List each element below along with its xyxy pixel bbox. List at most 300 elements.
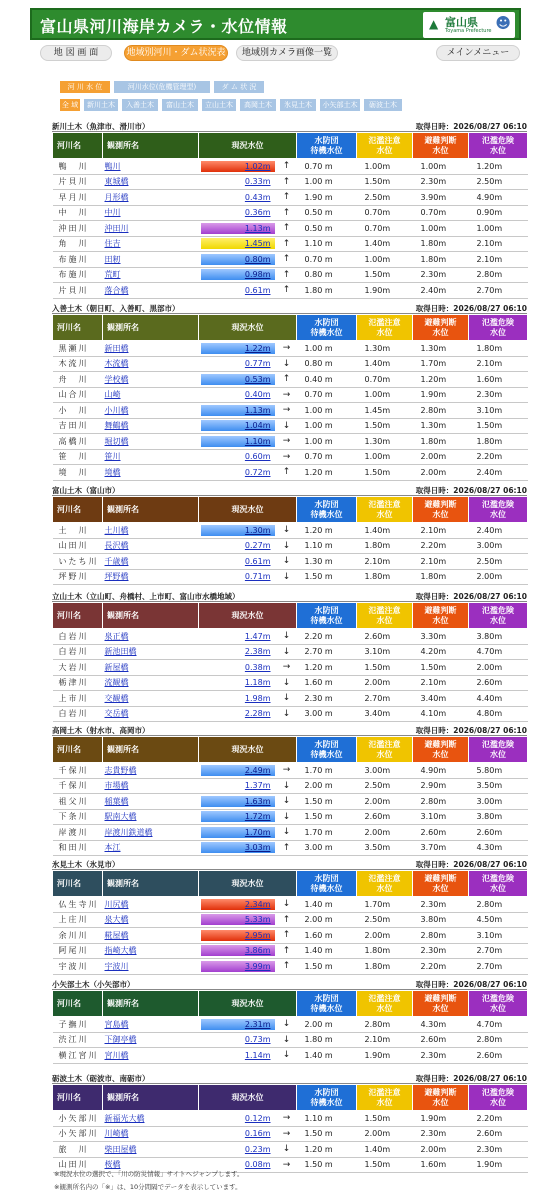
column-header-4: 氾濫注意 水位 xyxy=(357,737,413,763)
standby-level: 1.70 m xyxy=(297,825,357,841)
station-cell xyxy=(103,778,199,794)
table-row xyxy=(53,205,528,221)
danger-level: 1.80m xyxy=(469,434,528,450)
station-link[interactable]: 桜橋 xyxy=(104,1160,121,1170)
danger-level: 4.50m xyxy=(469,912,528,928)
water-level-value[interactable]: 0.53m xyxy=(201,374,275,385)
river-name: 栃津川 xyxy=(53,675,103,691)
section-header xyxy=(52,1072,527,1084)
table-row xyxy=(53,372,528,388)
caution-level: 0.70m xyxy=(357,221,413,237)
station-link[interactable]: 川崎橋 xyxy=(104,1129,129,1139)
water-level-value[interactable]: 0.77m xyxy=(201,358,275,369)
caution-level: 0.70m xyxy=(357,205,413,221)
evacuation-level: 1.70m xyxy=(413,356,469,372)
caution-level: 1.40m xyxy=(357,1142,413,1158)
evacuation-level: 4.30m xyxy=(413,1017,469,1033)
water-level-value[interactable]: 2.31m xyxy=(201,1019,275,1030)
standby-level: 1.50 m xyxy=(297,1157,357,1173)
station-cell xyxy=(103,1048,199,1064)
station-link[interactable]: 新屋橋 xyxy=(104,662,129,672)
station-link[interactable]: 岸渡川鉄道橋 xyxy=(104,827,153,837)
water-level-value[interactable]: 0.40m xyxy=(201,389,275,400)
section-3 xyxy=(52,590,527,722)
trend-arrow-icon: ↓ xyxy=(277,1142,297,1158)
regional-camera-list-button[interactable]: 地域別カメラ画像一覧 xyxy=(236,45,338,61)
station-link[interactable]: 東城橋 xyxy=(104,177,129,187)
station-link[interactable]: 新福光大橋 xyxy=(104,1113,145,1123)
river-name: 山合川 xyxy=(53,387,103,403)
standby-level: 2.20 m xyxy=(297,629,357,645)
water-level-value[interactable]: 0.72m xyxy=(201,467,275,478)
mode-dam-status[interactable]: ダ ム 状 況 xyxy=(214,81,264,93)
trend-arrow-icon: ↑ xyxy=(277,221,297,237)
station-link[interactable]: 長沢橋 xyxy=(104,541,129,551)
column-header-1: 観測所名 xyxy=(103,737,199,763)
station-cell xyxy=(103,897,199,913)
river-name: 小矢部川 xyxy=(53,1126,103,1142)
water-level-value[interactable]: 1.98m xyxy=(201,693,275,704)
river-name: 山田川 xyxy=(53,538,103,554)
river-name: 小 川 xyxy=(53,403,103,419)
river-name: 舟 川 xyxy=(53,372,103,388)
water-level-cell xyxy=(199,356,277,372)
station-cell xyxy=(103,523,199,539)
danger-level: 2.10m xyxy=(469,236,528,252)
evacuation-level: 2.00m xyxy=(413,449,469,465)
caution-level: 2.00m xyxy=(357,928,413,944)
column-header-5: 避難判断 水位 xyxy=(413,1085,469,1111)
column-header-6: 氾濫危険 水位 xyxy=(469,1085,528,1111)
river-name: 千保川 xyxy=(53,763,103,779)
station-cell xyxy=(103,387,199,403)
table-row xyxy=(53,778,528,794)
area-tab-6[interactable]: 氷見土木 xyxy=(280,99,316,111)
standby-level: 1.50 m xyxy=(297,959,357,975)
water-level-value[interactable]: 1.02m xyxy=(201,161,275,172)
station-link[interactable]: 交観橋 xyxy=(104,693,129,703)
regional-status-table-button[interactable]: 地域別河川・ダム状況表 xyxy=(124,45,228,61)
water-level-cell xyxy=(199,928,277,944)
station-link[interactable]: 新池田橋 xyxy=(104,647,137,657)
station-link[interactable]: 市場橋 xyxy=(104,781,129,791)
water-level-value[interactable]: 0.12m xyxy=(201,1113,275,1124)
mountain-icon: ▲ xyxy=(429,17,439,31)
station-link[interactable]: 月形橋 xyxy=(104,192,129,202)
station-link[interactable]: 境橋 xyxy=(104,467,121,477)
station-link[interactable]: 沖田川 xyxy=(104,223,129,233)
area-tab-8[interactable]: 砺波土木 xyxy=(364,99,402,111)
section-title: 氷見土木（氷見市） xyxy=(52,860,120,869)
water-level-value[interactable]: 0.71m xyxy=(201,571,275,582)
caution-level: 1.30m xyxy=(357,341,413,357)
water-level-value[interactable]: 1.45m xyxy=(201,238,275,249)
water-level-value[interactable]: 1.13m xyxy=(201,405,275,416)
standby-level: 1.40 m xyxy=(297,897,357,913)
danger-level: 4.40m xyxy=(469,691,528,707)
water-level-cell xyxy=(199,465,277,481)
table-header-row xyxy=(53,603,528,629)
station-cell xyxy=(103,267,199,283)
area-tab-5[interactable]: 高岡土木 xyxy=(240,99,276,111)
table-row xyxy=(53,794,528,810)
water-level-value[interactable]: 3.03m xyxy=(201,842,275,853)
table-row xyxy=(53,928,528,944)
station-link[interactable]: 山崎 xyxy=(104,390,121,400)
water-level-value[interactable]: 2.28m xyxy=(201,708,275,719)
river-name: 鴨 川 xyxy=(53,159,103,175)
water-level-value[interactable]: 0.23m xyxy=(201,1144,275,1155)
danger-level: 2.00m xyxy=(469,569,528,585)
caution-level: 1.80m xyxy=(357,959,413,975)
standby-level: 0.70 m xyxy=(297,387,357,403)
water-level-value[interactable]: 1.72m xyxy=(201,811,275,822)
water-level-cell xyxy=(199,629,277,645)
area-tab-4[interactable]: 立山土木 xyxy=(202,99,236,111)
station-cell xyxy=(103,236,199,252)
water-level-cell xyxy=(199,675,277,691)
river-name: 布施川 xyxy=(53,267,103,283)
danger-level: 4.80m xyxy=(469,706,528,722)
table-row xyxy=(53,449,528,465)
table-header-row xyxy=(53,991,528,1017)
station-link[interactable]: 千歳橋 xyxy=(104,556,129,566)
main-menu-button[interactable]: メインメニュー xyxy=(436,45,520,61)
water-level-value[interactable]: 1.10m xyxy=(201,436,275,447)
water-level-value[interactable]: 0.33m xyxy=(201,176,275,187)
trend-arrow-icon: ↓ xyxy=(277,418,297,434)
water-level-value[interactable]: 0.36m xyxy=(201,207,275,218)
water-level-value[interactable]: 3.99m xyxy=(201,961,275,972)
evacuation-level: 1.20m xyxy=(413,372,469,388)
station-link[interactable]: 鴨川 xyxy=(104,161,121,171)
station-link[interactable]: 宇波川 xyxy=(104,961,129,971)
water-level-value[interactable]: 0.61m xyxy=(201,285,275,296)
water-level-value[interactable]: 0.60m xyxy=(201,451,275,462)
table-row xyxy=(53,356,528,372)
toyama-logo[interactable] xyxy=(423,12,515,38)
standby-level: 3.00 m xyxy=(297,840,357,856)
station-link[interactable]: 荒町 xyxy=(104,270,121,280)
trend-arrow-icon: → xyxy=(277,434,297,450)
station-link[interactable]: 稲葉橋 xyxy=(104,796,129,806)
column-header-2: 現況水位 xyxy=(199,315,297,341)
table-row xyxy=(53,267,528,283)
caution-level: 1.00m xyxy=(357,252,413,268)
column-header-2: 現況水位 xyxy=(199,497,297,523)
table-row xyxy=(53,538,528,554)
station-link[interactable]: 住吉 xyxy=(104,239,121,249)
column-header-1: 観測所名 xyxy=(103,603,199,629)
station-cell xyxy=(103,928,199,944)
station-link[interactable]: 本江 xyxy=(104,843,121,853)
station-link[interactable]: 宮川橋 xyxy=(104,1050,129,1060)
river-name: 境 川 xyxy=(53,465,103,481)
caution-level: 2.50m xyxy=(357,778,413,794)
station-link[interactable]: 土川橋 xyxy=(104,525,129,535)
water-level-value[interactable]: 1.37m xyxy=(201,780,275,791)
water-level-cell xyxy=(199,1126,277,1142)
evacuation-level: 1.30m xyxy=(413,341,469,357)
water-level-value[interactable]: 1.47m xyxy=(201,631,275,642)
station-link[interactable]: 糀屋橋 xyxy=(104,930,129,940)
station-cell xyxy=(103,1111,199,1127)
water-level-value[interactable]: 1.22m xyxy=(201,343,275,354)
column-header-6: 氾濫危険 水位 xyxy=(469,991,528,1017)
table-row xyxy=(53,644,528,660)
water-level-value[interactable]: 0.73m xyxy=(201,1034,275,1045)
station-cell xyxy=(103,356,199,372)
water-level-value[interactable]: 1.70m xyxy=(201,827,275,838)
column-header-3: 水防団 待機水位 xyxy=(297,497,357,523)
standby-level: 1.70 m xyxy=(297,763,357,779)
table-row xyxy=(53,252,528,268)
area-tab-3[interactable]: 富山土木 xyxy=(162,99,198,111)
area-tab-7[interactable]: 小矢部土木 xyxy=(320,99,360,111)
station-link[interactable]: 小川橋 xyxy=(104,405,129,415)
water-level-cell xyxy=(199,174,277,190)
station-link[interactable]: 坪野橋 xyxy=(104,572,129,582)
evacuation-level: 2.30m xyxy=(413,174,469,190)
status-table xyxy=(52,870,528,975)
river-name: 山田川 xyxy=(53,1157,103,1173)
section-6 xyxy=(52,978,527,1064)
standby-level: 0.50 m xyxy=(297,205,357,221)
standby-level: 1.40 m xyxy=(297,943,357,959)
station-cell xyxy=(103,1017,199,1033)
station-cell xyxy=(103,959,199,975)
river-name: 余川川 xyxy=(53,928,103,944)
river-name: 白岩川 xyxy=(53,644,103,660)
river-name: 阿尾川 xyxy=(53,943,103,959)
trend-arrow-icon: ↑ xyxy=(277,959,297,975)
danger-level: 1.60m xyxy=(469,372,528,388)
evacuation-level: 3.10m xyxy=(413,809,469,825)
water-level-value[interactable]: 0.61m xyxy=(201,556,275,567)
danger-level: 3.80m xyxy=(469,809,528,825)
river-name: 子撫川 xyxy=(53,1017,103,1033)
table-row xyxy=(53,418,528,434)
station-link[interactable]: 新田橋 xyxy=(104,343,129,353)
trend-arrow-icon: ↑ xyxy=(277,465,297,481)
evacuation-level: 2.20m xyxy=(413,538,469,554)
water-level-cell xyxy=(199,897,277,913)
station-link[interactable]: 柴田屋橋 xyxy=(104,1144,137,1154)
water-level-cell xyxy=(199,418,277,434)
table-row xyxy=(53,221,528,237)
station-link[interactable]: 下御亭橋 xyxy=(104,1035,137,1045)
status-table xyxy=(52,1084,528,1173)
water-level-value[interactable]: 0.80m xyxy=(201,254,275,265)
station-cell xyxy=(103,1032,199,1048)
area-tab-1[interactable]: 新川土木 xyxy=(84,99,118,111)
danger-level: 2.80m xyxy=(469,267,528,283)
caution-level: 1.00m xyxy=(357,449,413,465)
logo-name: 富山県 xyxy=(445,16,478,29)
station-cell xyxy=(103,794,199,810)
water-level-value[interactable]: 1.30m xyxy=(201,525,275,536)
table-row xyxy=(53,159,528,175)
section-timestamp: 取得日時：2026/08/27 06:10 xyxy=(415,592,527,601)
site-title: 富山県河川海岸カメラ・水位情報 xyxy=(40,17,288,36)
water-level-value[interactable]: 0.38m xyxy=(201,662,275,673)
water-level-cell xyxy=(199,943,277,959)
column-header-4: 氾濫注意 水位 xyxy=(357,991,413,1017)
station-cell xyxy=(103,372,199,388)
mode-crisis-level[interactable]: 河川水位(危機管理型) xyxy=(114,81,210,93)
water-level-value[interactable]: 3.86m xyxy=(201,945,275,956)
column-header-2: 現況水位 xyxy=(199,133,297,159)
station-link[interactable]: 笹川 xyxy=(104,452,121,462)
column-header-6: 氾濫危険 水位 xyxy=(469,315,528,341)
water-level-value[interactable]: 0.16m xyxy=(201,1128,275,1139)
column-header-6: 氾濫危険 水位 xyxy=(469,497,528,523)
caution-level: 1.40m xyxy=(357,236,413,252)
station-cell xyxy=(103,190,199,206)
river-name: 大岩川 xyxy=(53,660,103,676)
status-table xyxy=(52,736,528,856)
station-link[interactable]: 川尻橋 xyxy=(104,899,129,909)
river-name: 角 川 xyxy=(53,236,103,252)
station-link[interactable]: 中川 xyxy=(104,208,121,218)
station-link[interactable]: 木流橋 xyxy=(104,359,129,369)
river-name: 白岩川 xyxy=(53,629,103,645)
station-cell xyxy=(103,434,199,450)
water-level-value[interactable]: 0.08m xyxy=(201,1159,275,1170)
water-level-value[interactable]: 0.98m xyxy=(201,269,275,280)
water-level-value[interactable]: 1.14m xyxy=(201,1050,275,1061)
danger-level: 2.60m xyxy=(469,675,528,691)
river-name: 上庄川 xyxy=(53,912,103,928)
section-1 xyxy=(52,302,527,481)
danger-level: 2.60m xyxy=(469,1048,528,1064)
standby-level: 1.10 m xyxy=(297,1111,357,1127)
standby-level: 2.00 m xyxy=(297,778,357,794)
station-link[interactable]: 指崎大橋 xyxy=(104,946,137,956)
evacuation-level: 1.30m xyxy=(413,418,469,434)
water-level-value[interactable]: 1.63m xyxy=(201,796,275,807)
caution-level: 1.00m xyxy=(357,159,413,175)
trend-arrow-icon: ↑ xyxy=(277,943,297,959)
caution-level: 2.00m xyxy=(357,825,413,841)
column-header-2: 現況水位 xyxy=(199,737,297,763)
column-header-0: 河川名 xyxy=(53,737,103,763)
standby-level: 2.70 m xyxy=(297,644,357,660)
evacuation-level: 0.70m xyxy=(413,205,469,221)
trend-arrow-icon: ↓ xyxy=(277,569,297,585)
river-name: 宇波川 xyxy=(53,959,103,975)
station-link[interactable]: 宮島橋 xyxy=(104,1019,129,1029)
water-level-value[interactable]: 2.34m xyxy=(201,899,275,910)
column-header-6: 氾濫危険 水位 xyxy=(469,133,528,159)
table-row xyxy=(53,1017,528,1033)
water-level-cell xyxy=(199,538,277,554)
area-tab-2[interactable]: 入善土木 xyxy=(122,99,158,111)
column-header-6: 氾濫危険 水位 xyxy=(469,737,528,763)
evacuation-level: 2.00m xyxy=(413,465,469,481)
water-level-value[interactable]: 2.95m xyxy=(201,930,275,941)
water-level-value[interactable]: 1.18m xyxy=(201,677,275,688)
water-level-cell xyxy=(199,341,277,357)
standby-level: 2.00 m xyxy=(297,1017,357,1033)
column-header-1: 観測所名 xyxy=(103,497,199,523)
station-link[interactable]: 駅南大橋 xyxy=(104,812,137,822)
caution-level: 1.70m xyxy=(357,897,413,913)
evacuation-level: 3.30m xyxy=(413,629,469,645)
water-level-cell xyxy=(199,403,277,419)
station-cell xyxy=(103,403,199,419)
station-link[interactable]: 堀切橋 xyxy=(104,436,129,446)
station-link[interactable]: 泉正橋 xyxy=(104,631,129,641)
water-level-cell xyxy=(199,959,277,975)
evacuation-level: 2.10m xyxy=(413,554,469,570)
standby-level: 0.80 m xyxy=(297,267,357,283)
column-header-5: 避難判断 水位 xyxy=(413,737,469,763)
column-header-3: 水防団 待機水位 xyxy=(297,1085,357,1111)
trend-arrow-icon: ↑ xyxy=(277,159,297,175)
station-link[interactable]: 交岳橋 xyxy=(104,709,129,719)
water-level-cell xyxy=(199,1111,277,1127)
water-level-cell xyxy=(199,283,277,299)
station-link[interactable]: 流観橋 xyxy=(104,678,129,688)
station-cell xyxy=(103,221,199,237)
trend-arrow-icon: ↑ xyxy=(277,928,297,944)
evacuation-level: 2.80m xyxy=(413,928,469,944)
column-header-0: 河川名 xyxy=(53,991,103,1017)
column-header-4: 氾濫注意 水位 xyxy=(357,133,413,159)
standby-level: 1.20 m xyxy=(297,465,357,481)
evacuation-level: 2.80m xyxy=(413,403,469,419)
danger-level: 4.30m xyxy=(469,840,528,856)
water-level-cell xyxy=(199,569,277,585)
trend-arrow-icon: ↓ xyxy=(277,1048,297,1064)
caution-level: 1.80m xyxy=(357,538,413,554)
water-level-value[interactable]: 5.33m xyxy=(201,914,275,925)
station-link[interactable]: 志貴野橋 xyxy=(104,765,137,775)
station-cell xyxy=(103,1142,199,1158)
section-timestamp: 取得日時：2026/08/27 06:10 xyxy=(415,122,527,131)
river-name: 中 川 xyxy=(53,205,103,221)
danger-level: 1.00m xyxy=(469,221,528,237)
table-row xyxy=(53,523,528,539)
danger-level: 2.50m xyxy=(469,174,528,190)
water-level-value[interactable]: 1.04m xyxy=(201,420,275,431)
mode-river-level[interactable]: 河 川 水 位 xyxy=(60,81,110,93)
column-header-6: 氾濫危険 水位 xyxy=(469,603,528,629)
station-link[interactable]: 泉大橋 xyxy=(104,915,129,925)
map-screen-button[interactable]: 地 図 画 面 xyxy=(40,45,112,61)
water-level-value[interactable]: 0.27m xyxy=(201,540,275,551)
station-cell xyxy=(103,554,199,570)
water-level-value[interactable]: 2.49m xyxy=(201,765,275,776)
area-tab-0[interactable]: 全 域 xyxy=(61,101,79,109)
station-link[interactable]: 学校橋 xyxy=(104,374,129,384)
column-header-5: 避難判断 水位 xyxy=(413,603,469,629)
standby-level: 1.50 m xyxy=(297,809,357,825)
caution-level: 2.10m xyxy=(357,554,413,570)
column-header-0: 河川名 xyxy=(53,871,103,897)
section-title: 新川土木（魚津市、滑川市） xyxy=(52,122,150,131)
water-level-value[interactable]: 0.43m xyxy=(201,192,275,203)
station-link[interactable]: 舞鶴橋 xyxy=(104,421,129,431)
section-header xyxy=(52,302,527,314)
water-level-value[interactable]: 2.38m xyxy=(201,646,275,657)
caution-level: 2.80m xyxy=(357,1017,413,1033)
station-link[interactable]: 田籾 xyxy=(104,254,121,264)
table-row xyxy=(53,959,528,975)
water-level-value[interactable]: 1.13m xyxy=(201,223,275,234)
station-link[interactable]: 落合橋 xyxy=(104,285,129,295)
